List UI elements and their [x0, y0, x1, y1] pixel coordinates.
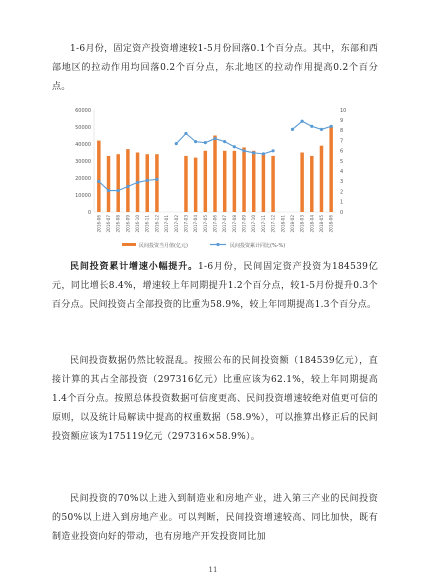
x-tick-label: 2017-03	[183, 215, 189, 233]
paragraph-investment-allocation: 民间投资的70%以上进入到制造业和房地产业，进入第三产业的民间投资的50%以上进入到房地产业。可以判断，民间投资增速较高、同比加快，既有制造业投资向好的带动，也有房地产开发投资同比加	[52, 494, 378, 542]
left-tick-label: 0	[87, 209, 91, 216]
bar	[262, 154, 265, 212]
x-tick-label: 2016-07	[106, 215, 112, 233]
line-point	[126, 185, 129, 188]
bar	[126, 149, 129, 212]
bar	[310, 156, 313, 212]
paragraph-data-confusion: 民间投资数据仍然比较混乱。按照公布的民间投资额（184539亿元），直接计算的其占全部投资（297316亿元）比重应该为62.1%，较上年同期提高1.4个百分点。按照总体投资数据可信度更高、民间投资增速较绝对值更可信的原则，以及统计局解读中提高的权重数据（58.9%），可以推算出修正后的民间投资额应该为175119亿元（297316×58.9%）。	[52, 356, 378, 442]
x-tick-label: 2016-12	[154, 215, 160, 233]
line-point	[213, 137, 216, 140]
right-tick-label: 2	[340, 189, 344, 196]
x-tick-label: 2017-12	[270, 215, 276, 233]
left-tick-label: 60000	[75, 107, 91, 114]
paragraph-fixed-asset-investment: 1-6月份，固定资产投资增速较1-5月份回落0.1个百分点。其中，东部和西部地区的拉动作用均回落0.2个百分点，东北地区的拉动作用提高0.2个百分点。	[52, 44, 378, 92]
right-tick-label: 3	[340, 179, 344, 186]
bar	[213, 136, 216, 213]
right-tick-label: 1	[340, 199, 344, 206]
right-tick-label: 4	[340, 169, 344, 175]
left-tick-label: 50000	[75, 124, 91, 131]
x-tick-label: 2017-07	[222, 215, 228, 233]
x-tick-label: 2017-02	[173, 215, 179, 233]
x-tick-label: 2016-08	[115, 215, 121, 233]
x-tick-label: 2016-06	[96, 215, 102, 233]
line-point	[320, 128, 323, 131]
bar	[97, 141, 100, 212]
chart-legend	[122, 242, 285, 249]
x-tick-label: 2017-06	[212, 215, 218, 233]
left-tick-label: 20000	[75, 175, 91, 182]
right-tick-label: 8	[340, 128, 344, 135]
bar	[107, 156, 110, 212]
line-point	[242, 149, 245, 152]
bar	[223, 151, 226, 212]
x-tick-label: 2018-04	[309, 214, 315, 233]
right-axis-ticks	[340, 108, 346, 216]
x-tick-label: 2017-10	[251, 215, 257, 233]
line-point	[291, 128, 294, 131]
x-tick-label: 2017-05	[202, 215, 208, 233]
line-point	[155, 178, 158, 181]
bar	[242, 147, 245, 212]
bar	[271, 156, 274, 212]
paragraph-private-investment-growth: 民间投资累计增速小幅提升。1-6月份，民间固定资产投资为184539亿元，同比增长8.4%，增速较上年同期提升1.2个百分点，较1-5月份提升0.3个百分点。民间投资占全部投资的比重为58.9%，较上年同期提高1.3个百分点。	[52, 262, 378, 310]
line-point	[262, 152, 265, 155]
line-point	[233, 145, 236, 148]
line-point	[117, 189, 120, 192]
x-tick-label: 2016-11	[144, 215, 150, 233]
line-point	[223, 140, 226, 143]
left-tick-label: 10000	[75, 192, 91, 199]
line-point	[310, 125, 313, 128]
bar	[300, 153, 303, 213]
left-tick-label: 30000	[75, 158, 91, 165]
right-tick-label: 6	[340, 148, 344, 155]
right-tick-label: 5	[340, 158, 344, 165]
line-point	[97, 180, 100, 183]
x-tick-label: 2017-01	[164, 215, 170, 233]
bar	[116, 154, 119, 212]
private-investment-chart	[60, 100, 360, 255]
legend-line-marker	[216, 243, 219, 246]
bar	[145, 154, 148, 212]
x-tick-label: 2018-05	[318, 215, 324, 233]
line-point	[252, 151, 255, 154]
bar	[184, 156, 187, 212]
left-axis-ticks	[75, 108, 91, 216]
x-tick-label: 2017-04	[193, 215, 199, 233]
x-tick-label: 2018-02	[289, 215, 295, 233]
line-point	[330, 125, 333, 128]
bar	[233, 151, 236, 212]
bar	[320, 146, 323, 212]
right-tick-label: 7	[340, 138, 344, 145]
line-point	[107, 189, 110, 192]
right-tick-label: 10	[340, 107, 347, 114]
bar	[329, 127, 332, 212]
bar	[252, 151, 255, 212]
line-point	[136, 181, 139, 184]
page-number: 11	[208, 566, 218, 574]
x-tick-label: 2017-08	[231, 215, 237, 233]
right-tick-label: 9	[340, 118, 344, 124]
bar	[194, 158, 197, 212]
line-point	[204, 141, 207, 144]
x-tick-label: 2016-09	[125, 215, 131, 233]
left-tick-label: 40000	[75, 141, 91, 148]
legend-line-label: 民间投资累计同比(%-%)	[230, 243, 286, 249]
bar	[155, 154, 158, 212]
paragraph-heading: 民间投资累计增速小幅提升。	[70, 262, 198, 272]
line-point	[301, 120, 304, 123]
line-point	[175, 142, 178, 145]
legend-bar-swatch	[122, 243, 136, 246]
x-tick-label: 2016-10	[135, 215, 141, 233]
x-tick-label: 2018-01	[280, 215, 286, 233]
x-tick-label: 2017-11	[260, 215, 266, 233]
legend-bar-label: 民间投资当月值(亿元)	[139, 243, 188, 249]
x-axis-labels	[96, 215, 333, 233]
line-point	[194, 140, 197, 143]
line-point	[146, 179, 149, 182]
x-tick-label: 2018-03	[299, 215, 305, 233]
line-point	[184, 132, 187, 135]
line-point	[271, 149, 274, 152]
right-tick-label: 0	[340, 209, 344, 216]
x-tick-label: 2017-09	[241, 215, 247, 233]
bar	[204, 151, 207, 212]
x-tick-label: 2018-06	[328, 215, 334, 233]
